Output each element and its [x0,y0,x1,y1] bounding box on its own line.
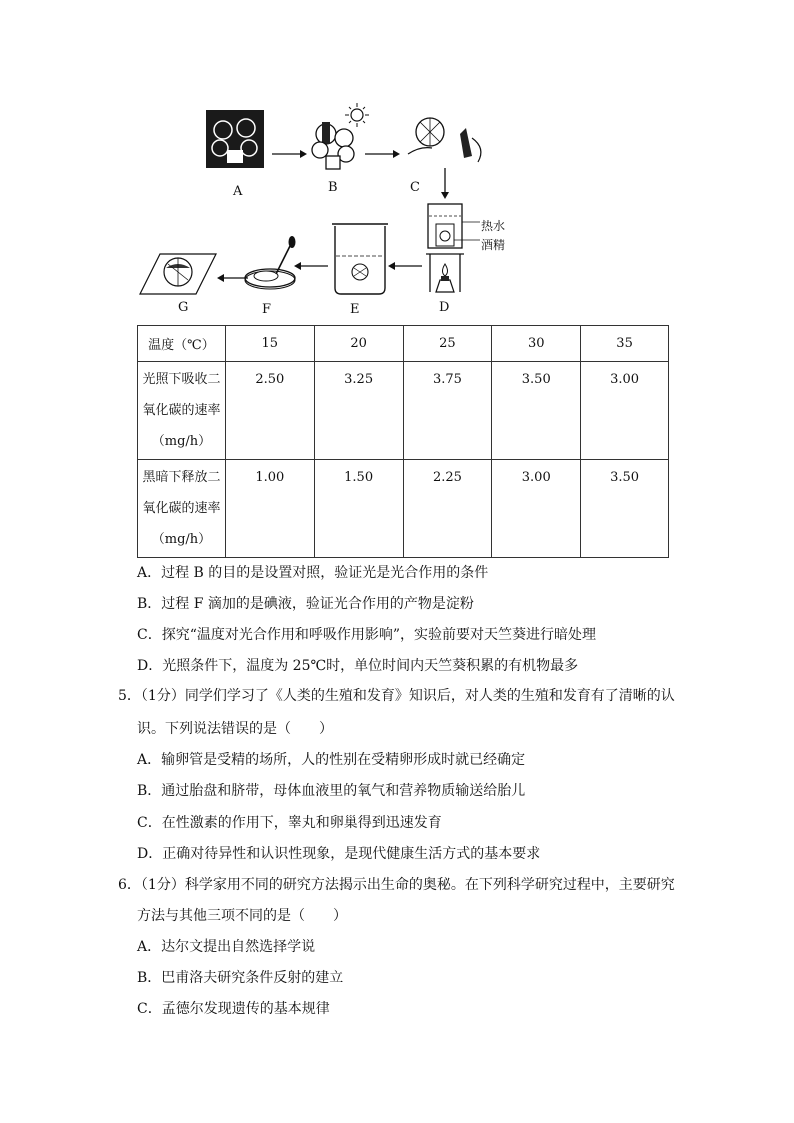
label-alcohol: 酒精 [481,238,506,252]
label-c: C [410,180,420,195]
temperature-co2-table [137,325,669,558]
value-cell: 1.50 [314,460,403,558]
q4-option-d: D．光照条件下，温度为 25℃时，单位时间内天竺葵积累的有机物最多 [137,658,579,674]
step-b-sunlit-plant-icon [312,103,369,169]
temp-cell: 30 [492,326,581,362]
step-d-water-bath-icon [426,204,480,292]
temp-cell: 15 [225,326,314,362]
q6-stem-line1: 6．（1分）科学家用不同的研究方法揭示出生命的奥秘。在下列科学研究过程中，主要研究 [118,877,675,893]
label-g: G [178,300,189,315]
header-cell: 温度（℃） [138,326,226,362]
row-header [138,362,226,460]
value-cell: 3.25 [314,362,403,460]
q5-stem-line2: 识。下列说法错误的是（ ） [137,721,333,737]
q5-option-b: B．通过胎盘和脐带，母体血液里的氧气和营养物质输送给胎儿 [137,783,526,799]
temp-cell: 35 [581,326,669,362]
temp-cell: 25 [403,326,492,362]
temp-cell: 20 [314,326,403,362]
q6-stem-line2: 方法与其他三项不同的是（ ） [137,908,347,924]
label-d: D [439,300,450,315]
row-label-line: 氧化碳的速率 [142,403,221,418]
q6-option-c: C．孟德尔发现遗传的基本规律 [137,1001,330,1017]
value-cell: 3.00 [492,460,581,558]
row-label-line: 氧化碳的速率 [142,501,221,516]
label-f: F [262,302,272,317]
q4-option-b: B．过程 F 滴加的是碘液，验证光合作用的产物是淀粉 [137,596,474,612]
step-e-beaker-icon [332,224,388,294]
value-cell: 2.25 [403,460,492,558]
value-cell: 1.00 [225,460,314,558]
row-label-line: 光照下吸收二 [142,372,221,387]
q5-option-d: D．正确对待异性和认识性现象，是现代健康生活方式的基本要求 [137,846,541,862]
q5-option-c: C．在性激素的作用下，睾丸和卵巢得到迅速发育 [137,815,442,831]
value-cell: 3.50 [581,460,669,558]
value-cell: 3.50 [492,362,581,460]
label-b: B [328,180,338,195]
row-label-line: （mg/h） [151,532,212,547]
value-cell: 3.75 [403,362,492,460]
value-cell: 2.50 [225,362,314,460]
table-row [138,460,669,558]
step-f-dropper-dish-icon [245,236,296,289]
value-cell: 3.00 [581,362,669,460]
step-c-leaf-cut-icon [408,118,481,162]
step-a-dark-plant-icon [206,110,264,168]
label-e: E [350,302,360,317]
label-a: A [233,184,243,199]
row-label-line: （mg/h） [151,434,212,449]
step-g-stained-leaf-icon [140,254,216,294]
q4-option-a: A．过程 B 的目的是设置对照，验证光是光合作用的条件 [137,565,489,581]
row-label-line: 黑暗下释放二 [142,470,221,485]
q5-option-a: A．输卵管是受精的场所，人的性别在受精卵形成时就已经确定 [137,752,526,768]
label-hot-water: 热水 [481,219,506,233]
q6-option-a: A．达尔文提出自然选择学说 [137,939,316,955]
q4-option-c: C．探究“温度对光合作用和呼吸作用影响”，实验前要对天竺葵进行暗处理 [137,627,597,643]
q6-option-b: B．巴甫洛夫研究条件反射的建立 [137,970,344,986]
row-header [138,460,226,558]
experiment-diagram [120,98,680,320]
table-row [138,362,669,460]
q5-stem-line1: 5．（1分）同学们学习了《人类的生殖和发育》知识后，对人类的生殖和发育有了清晰的认 [118,688,675,704]
table-header-row [138,326,669,362]
